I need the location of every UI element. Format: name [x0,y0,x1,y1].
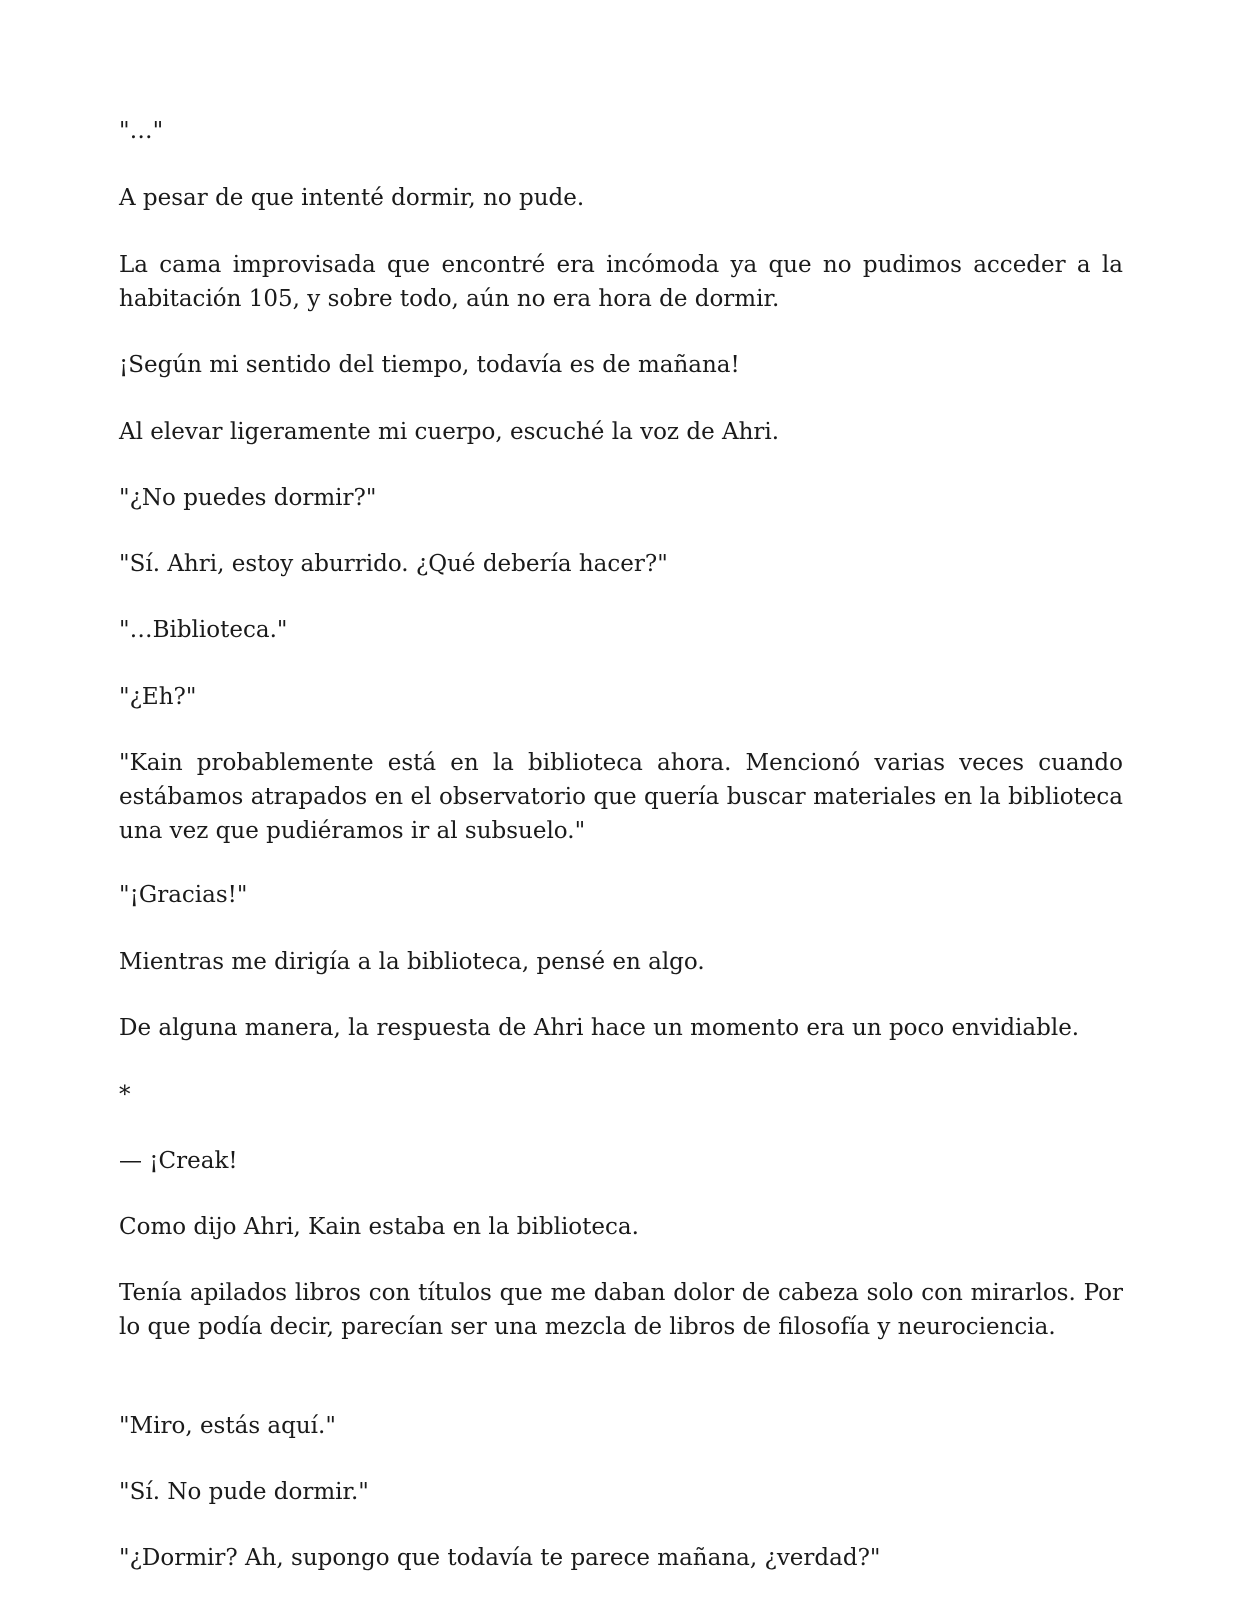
scene-break: * [119,1082,131,1108]
paragraph-sense-of-time: ¡Según mi sentido del tiempo, todavía es de mañana! [119,352,740,378]
paragraph-miro-here: "Miro, estás aquí." [119,1413,336,1439]
paragraph-couldnt-sleep: "Sí. No pude dormir." [119,1479,369,1505]
paragraph-creak: — ¡Creak! [119,1148,238,1174]
paragraph-eh: "¿Eh?" [119,684,197,710]
paragraph-library: "…Biblioteca." [119,617,288,643]
paragraph-thanks: "¡Gracias!" [119,882,248,908]
paragraph-kain-library: "Kain probablemente está en la biblioteca ahora. Mencionó varias veces cuando estábamos atrapados en el observatorio que quería buscar materiales en la biblioteca una vez que pudiéramos ir al subsuelo." [119,750,1123,844]
paragraph-tried-to-sleep: A pesar de que intenté dormir, no pude. [119,185,585,211]
paragraph-ahri-voice: Al elevar ligeramente mi cuerpo, escuché la voz de Ahri. [119,419,780,445]
paragraph-envious: De alguna manera, la respuesta de Ahri hace un momento era un poco envidiable. [119,1015,1080,1041]
paragraph-heading-to-library: Mientras me dirigía a la biblioteca, pensé en algo. [119,949,705,975]
paragraph-ellipsis: "…" [119,118,164,144]
paragraph-improvised-bed: La cama improvisada que encontré era incómoda ya que no pudimos acceder a la habitación 105, y sobre todo, aún no era hora de dormir. [119,252,1123,312]
paragraph-stacked-books: Tenía apilados libros con títulos que me daban dolor de cabeza solo con mirarlos. Por lo que podía decir, parecían ser una mezcla de libros de filosofía y neurociencia. [119,1280,1123,1340]
paragraph-still-morning: "¿Dormir? Ah, supongo que todavía te parece mañana, ¿verdad?" [119,1545,881,1571]
paragraph-bored: "Sí. Ahri, estoy aburrido. ¿Qué debería hacer?" [119,551,668,577]
paragraph-cant-sleep: "¿No puedes dormir?" [119,485,377,511]
paragraph-kain-was-there: Como dijo Ahri, Kain estaba en la biblioteca. [119,1214,639,1240]
